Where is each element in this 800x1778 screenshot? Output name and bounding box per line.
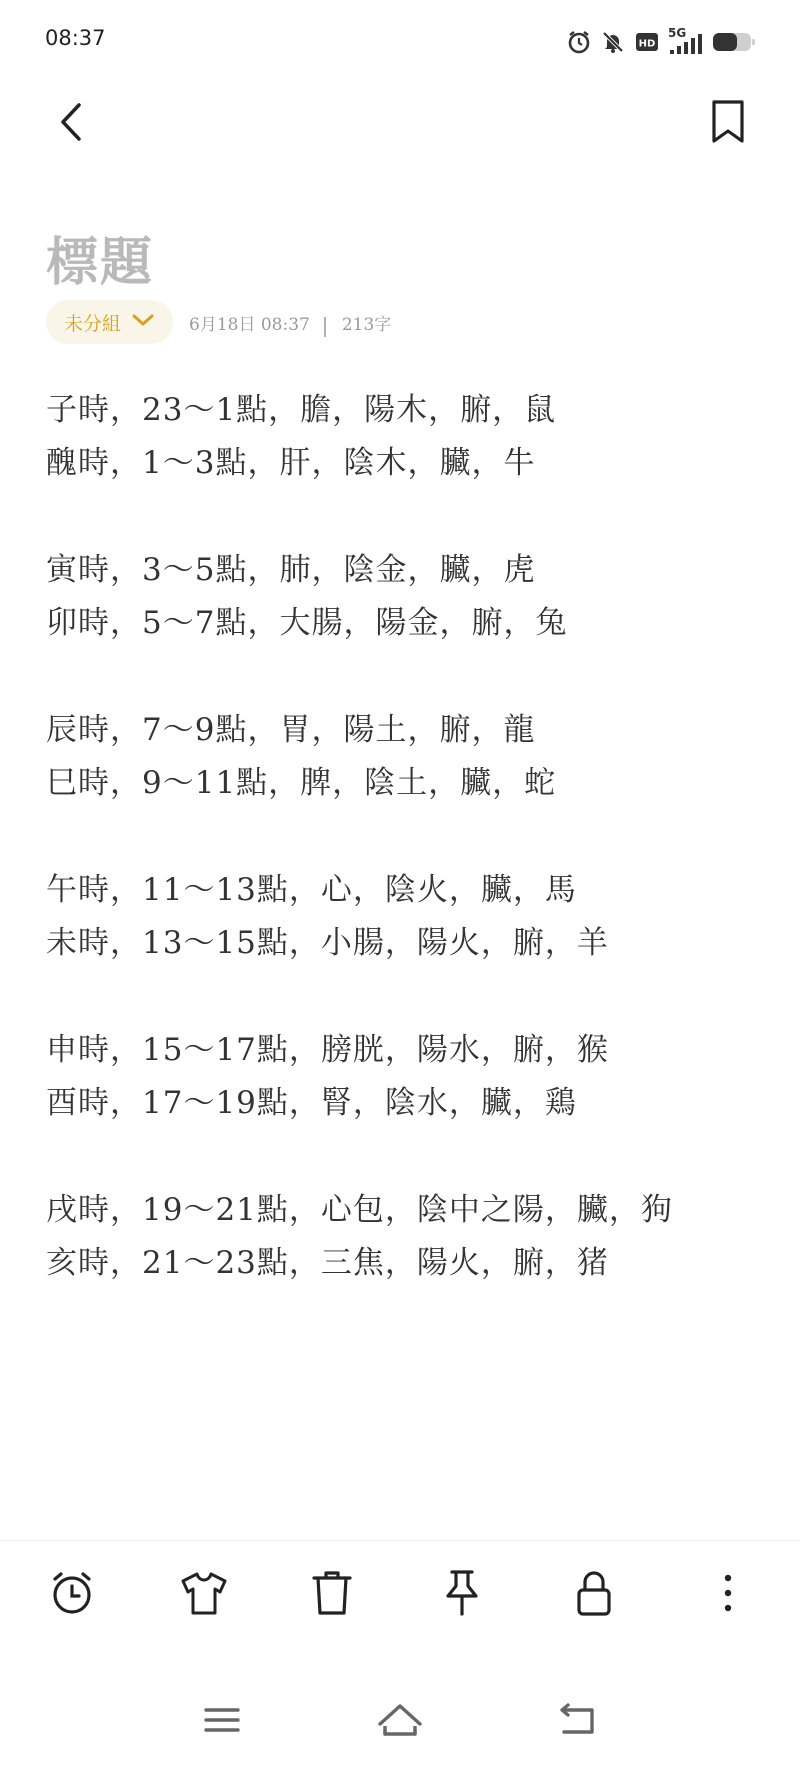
note-line: 酉時，17〜19點，腎，陰水，臟，鶏: [46, 1085, 577, 1121]
note-line: 卯時，5〜7點，大腸，陽金，腑，兔: [46, 605, 568, 641]
reminder-button[interactable]: [44, 1567, 100, 1623]
note-title[interactable]: 標題: [46, 232, 155, 293]
note-line: 子時，23〜1點，膽，陽木，腑，鼠: [46, 392, 557, 428]
trash-icon: [310, 1569, 354, 1621]
note-line: 巳時，9〜11點，脾，陰土，臟，蛇: [46, 765, 557, 801]
lock-button[interactable]: [566, 1567, 622, 1623]
hd-icon: [634, 29, 660, 55]
bottom-toolbar: [0, 1540, 800, 1650]
note-line: 辰時，7〜9點，胃，陽土，腑，龍: [46, 712, 536, 748]
chevron-left-icon: [57, 102, 87, 146]
note-date: 6月18日 08:37: [189, 314, 310, 335]
note-line: 亥時，21〜23點，三焦，陽火，腑，猪: [46, 1245, 609, 1281]
chevron-down-icon: [131, 312, 155, 332]
group-dropdown[interactable]: [46, 300, 173, 344]
blank-line: [46, 970, 766, 1024]
pin-button[interactable]: [434, 1567, 490, 1623]
menu-nav-button[interactable]: [190, 1690, 254, 1754]
group-label: 未分組: [64, 312, 122, 335]
network-label: 5G: [668, 26, 687, 40]
more-vertical-icon: [722, 1573, 734, 1617]
meta-divider: [324, 317, 326, 337]
note-body[interactable]: [46, 384, 766, 1290]
delete-button[interactable]: [304, 1567, 360, 1623]
lock-icon: [574, 1568, 614, 1622]
blank-line: [46, 650, 766, 704]
pin-icon: [442, 1568, 482, 1622]
home-nav-button[interactable]: [368, 1690, 432, 1754]
bookmark-icon: [708, 99, 748, 149]
back-icon: [556, 1702, 600, 1742]
status-bar: [0, 0, 800, 80]
signal-icon: [668, 28, 704, 56]
mute-icon: [600, 29, 626, 55]
back-button[interactable]: [44, 96, 100, 152]
system-navbar: [0, 1690, 800, 1778]
shirt-icon: [179, 1569, 229, 1621]
note-line: 寅時，3〜5點，肺，陰金，臟，虎: [46, 552, 536, 588]
bookmark-button[interactable]: [700, 96, 756, 152]
note-line: 午時，11〜13點，心，陰火，臟，馬: [46, 872, 577, 908]
blank-line: [46, 810, 766, 864]
status-icons: [566, 26, 756, 58]
blank-line: [46, 1130, 766, 1184]
alarm-icon: [48, 1569, 96, 1621]
alarm-icon: [566, 29, 592, 55]
home-icon: [376, 1700, 424, 1744]
more-button[interactable]: [700, 1567, 756, 1623]
note-line: 戌時，19〜21點，心包，陰中之陽，臟，狗: [46, 1192, 673, 1228]
battery-icon: [712, 30, 756, 54]
note-line: 未時，13〜15點，小腸，陽火，腑，羊: [46, 925, 609, 961]
menu-icon: [202, 1704, 242, 1740]
theme-button[interactable]: [176, 1567, 232, 1623]
back-nav-button[interactable]: [546, 1690, 610, 1754]
blank-line: [46, 490, 766, 544]
note-line: 醜時，1〜3點，肝，陰木，臟，牛: [46, 445, 536, 481]
svg-text:HD: HD: [638, 38, 656, 50]
note-meta: [46, 300, 391, 344]
note-line: 申時，15〜17點，膀胱，陽水，腑，猴: [46, 1032, 609, 1068]
status-time: 08:37: [45, 26, 106, 50]
char-count: 213字: [341, 314, 392, 335]
